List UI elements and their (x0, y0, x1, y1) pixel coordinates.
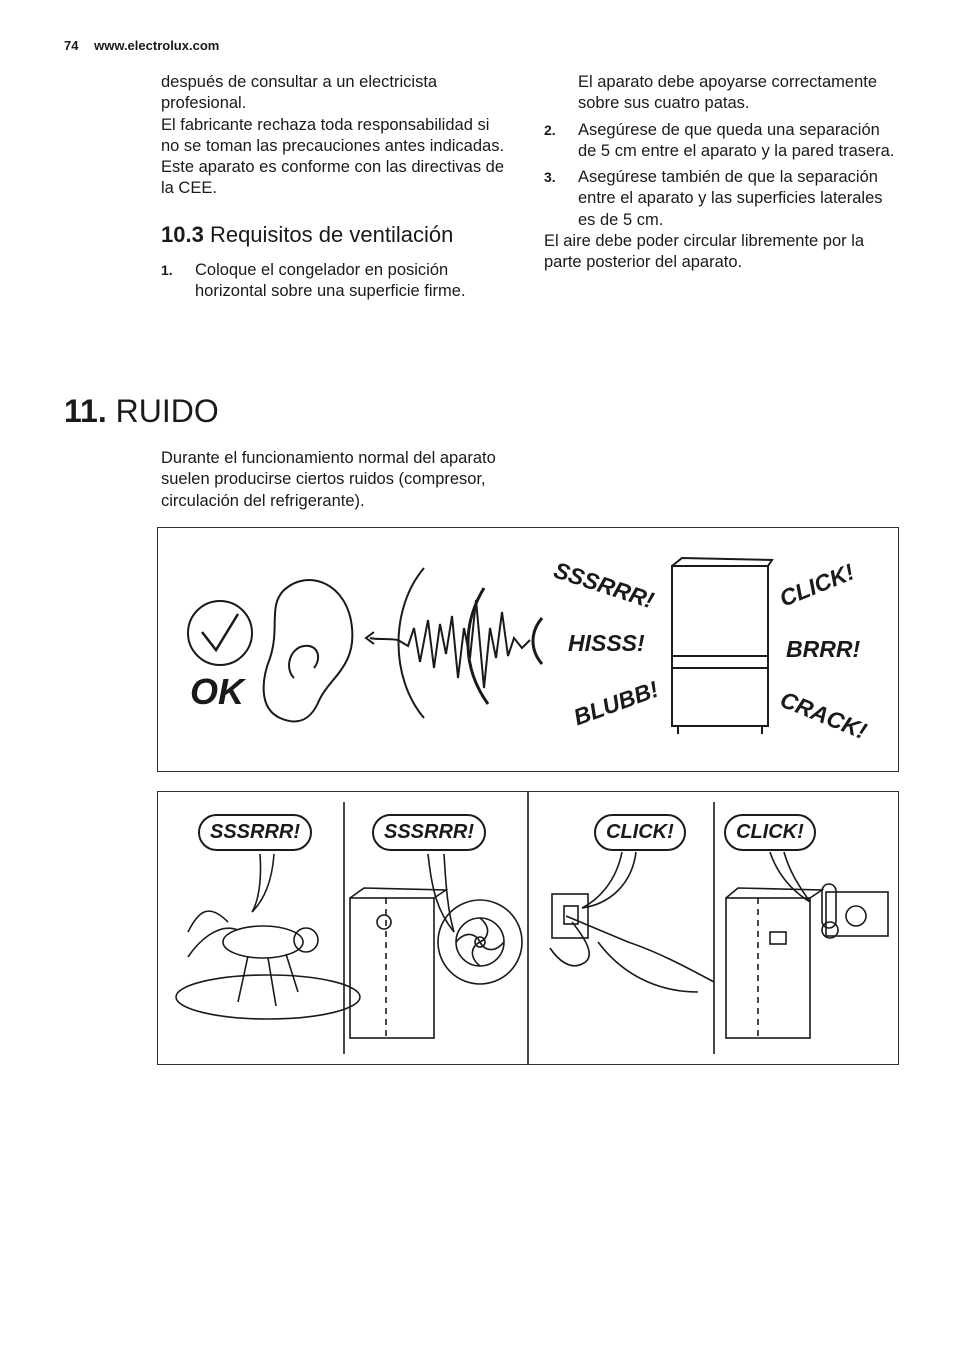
ear-icon (264, 580, 353, 722)
fridge-icon (672, 558, 772, 734)
intro-paragraph: Durante el funcionamiento normal del aparato suelen producirse ciertos ruidos (compresor, circulación del refrigerante). (161, 449, 496, 510)
fly-icon (176, 911, 360, 1019)
website-link[interactable]: www.electrolux.com (94, 38, 220, 53)
list-text: Asegúrese de que queda una separación de 5 cm entre el aparato y la pared trasera. (578, 120, 895, 160)
sound-label: CRACK! (776, 685, 871, 745)
sound-label: SSSRRR! (550, 556, 658, 614)
page-number: 74 (64, 38, 79, 53)
chapter-number: 11. (64, 393, 107, 429)
list-number: 3. (544, 169, 556, 186)
paragraph: El fabricante rechaza toda responsabilidad si no se toman las precauciones antes indicadas. (161, 115, 505, 155)
speech-bubble: CLICK! (724, 814, 816, 851)
left-column (161, 72, 511, 302)
list-continuation: El aparato debe apoyarse correctamente sobre sus cuatro patas. (578, 73, 878, 113)
thermostat-icon (822, 884, 888, 938)
list-item (544, 167, 896, 231)
fan-icon (438, 900, 522, 984)
sound-label: CLICK! (775, 558, 858, 612)
page-header (64, 38, 219, 53)
check-circle-icon (188, 601, 252, 665)
list-text: Coloque el congelador en posición horizontal sobre una superficie firme. (195, 260, 466, 301)
paragraph: El aire debe poder circular libremente por la parte posterior del aparato. (544, 232, 865, 272)
sound-label: HISSS! (568, 630, 645, 656)
ok-label: OK (190, 671, 244, 712)
speech-bubble: CLICK! (594, 814, 686, 851)
sound-label: BLUBB! (570, 675, 662, 731)
paragraph: Este aparato es conforme con las directivas de la CEE. (161, 158, 505, 198)
list-item (544, 120, 896, 163)
fridge-icon (726, 888, 822, 1038)
chapter-heading (64, 392, 219, 430)
list-number: 1. (161, 261, 173, 278)
fridge-icon (350, 888, 446, 1038)
checkmark-icon (202, 614, 238, 650)
list-text: Asegúrese también de que la separación entre el aparato y las superficies laterales es de 5 cm. (578, 168, 883, 229)
right-column (544, 72, 896, 274)
section-heading (161, 222, 511, 248)
wall-switch-icon (552, 894, 588, 938)
speech-bubble: SSSRRR! (198, 814, 312, 851)
speech-bubble: SSSRRR! (372, 814, 486, 851)
list-number: 2. (544, 121, 556, 138)
section-title: Requisitos de ventilación (209, 221, 454, 247)
list-item (161, 260, 511, 303)
noise-illustration (157, 527, 899, 772)
chapter-title: RUIDO (115, 393, 219, 429)
section-number: 10.3 (161, 221, 204, 247)
sound-label: BRRR! (786, 636, 861, 662)
ear-inner-icon (289, 646, 318, 678)
noise-sources-illustration (157, 791, 899, 1065)
paragraph: después de consultar a un electricista profesional. (161, 73, 438, 113)
